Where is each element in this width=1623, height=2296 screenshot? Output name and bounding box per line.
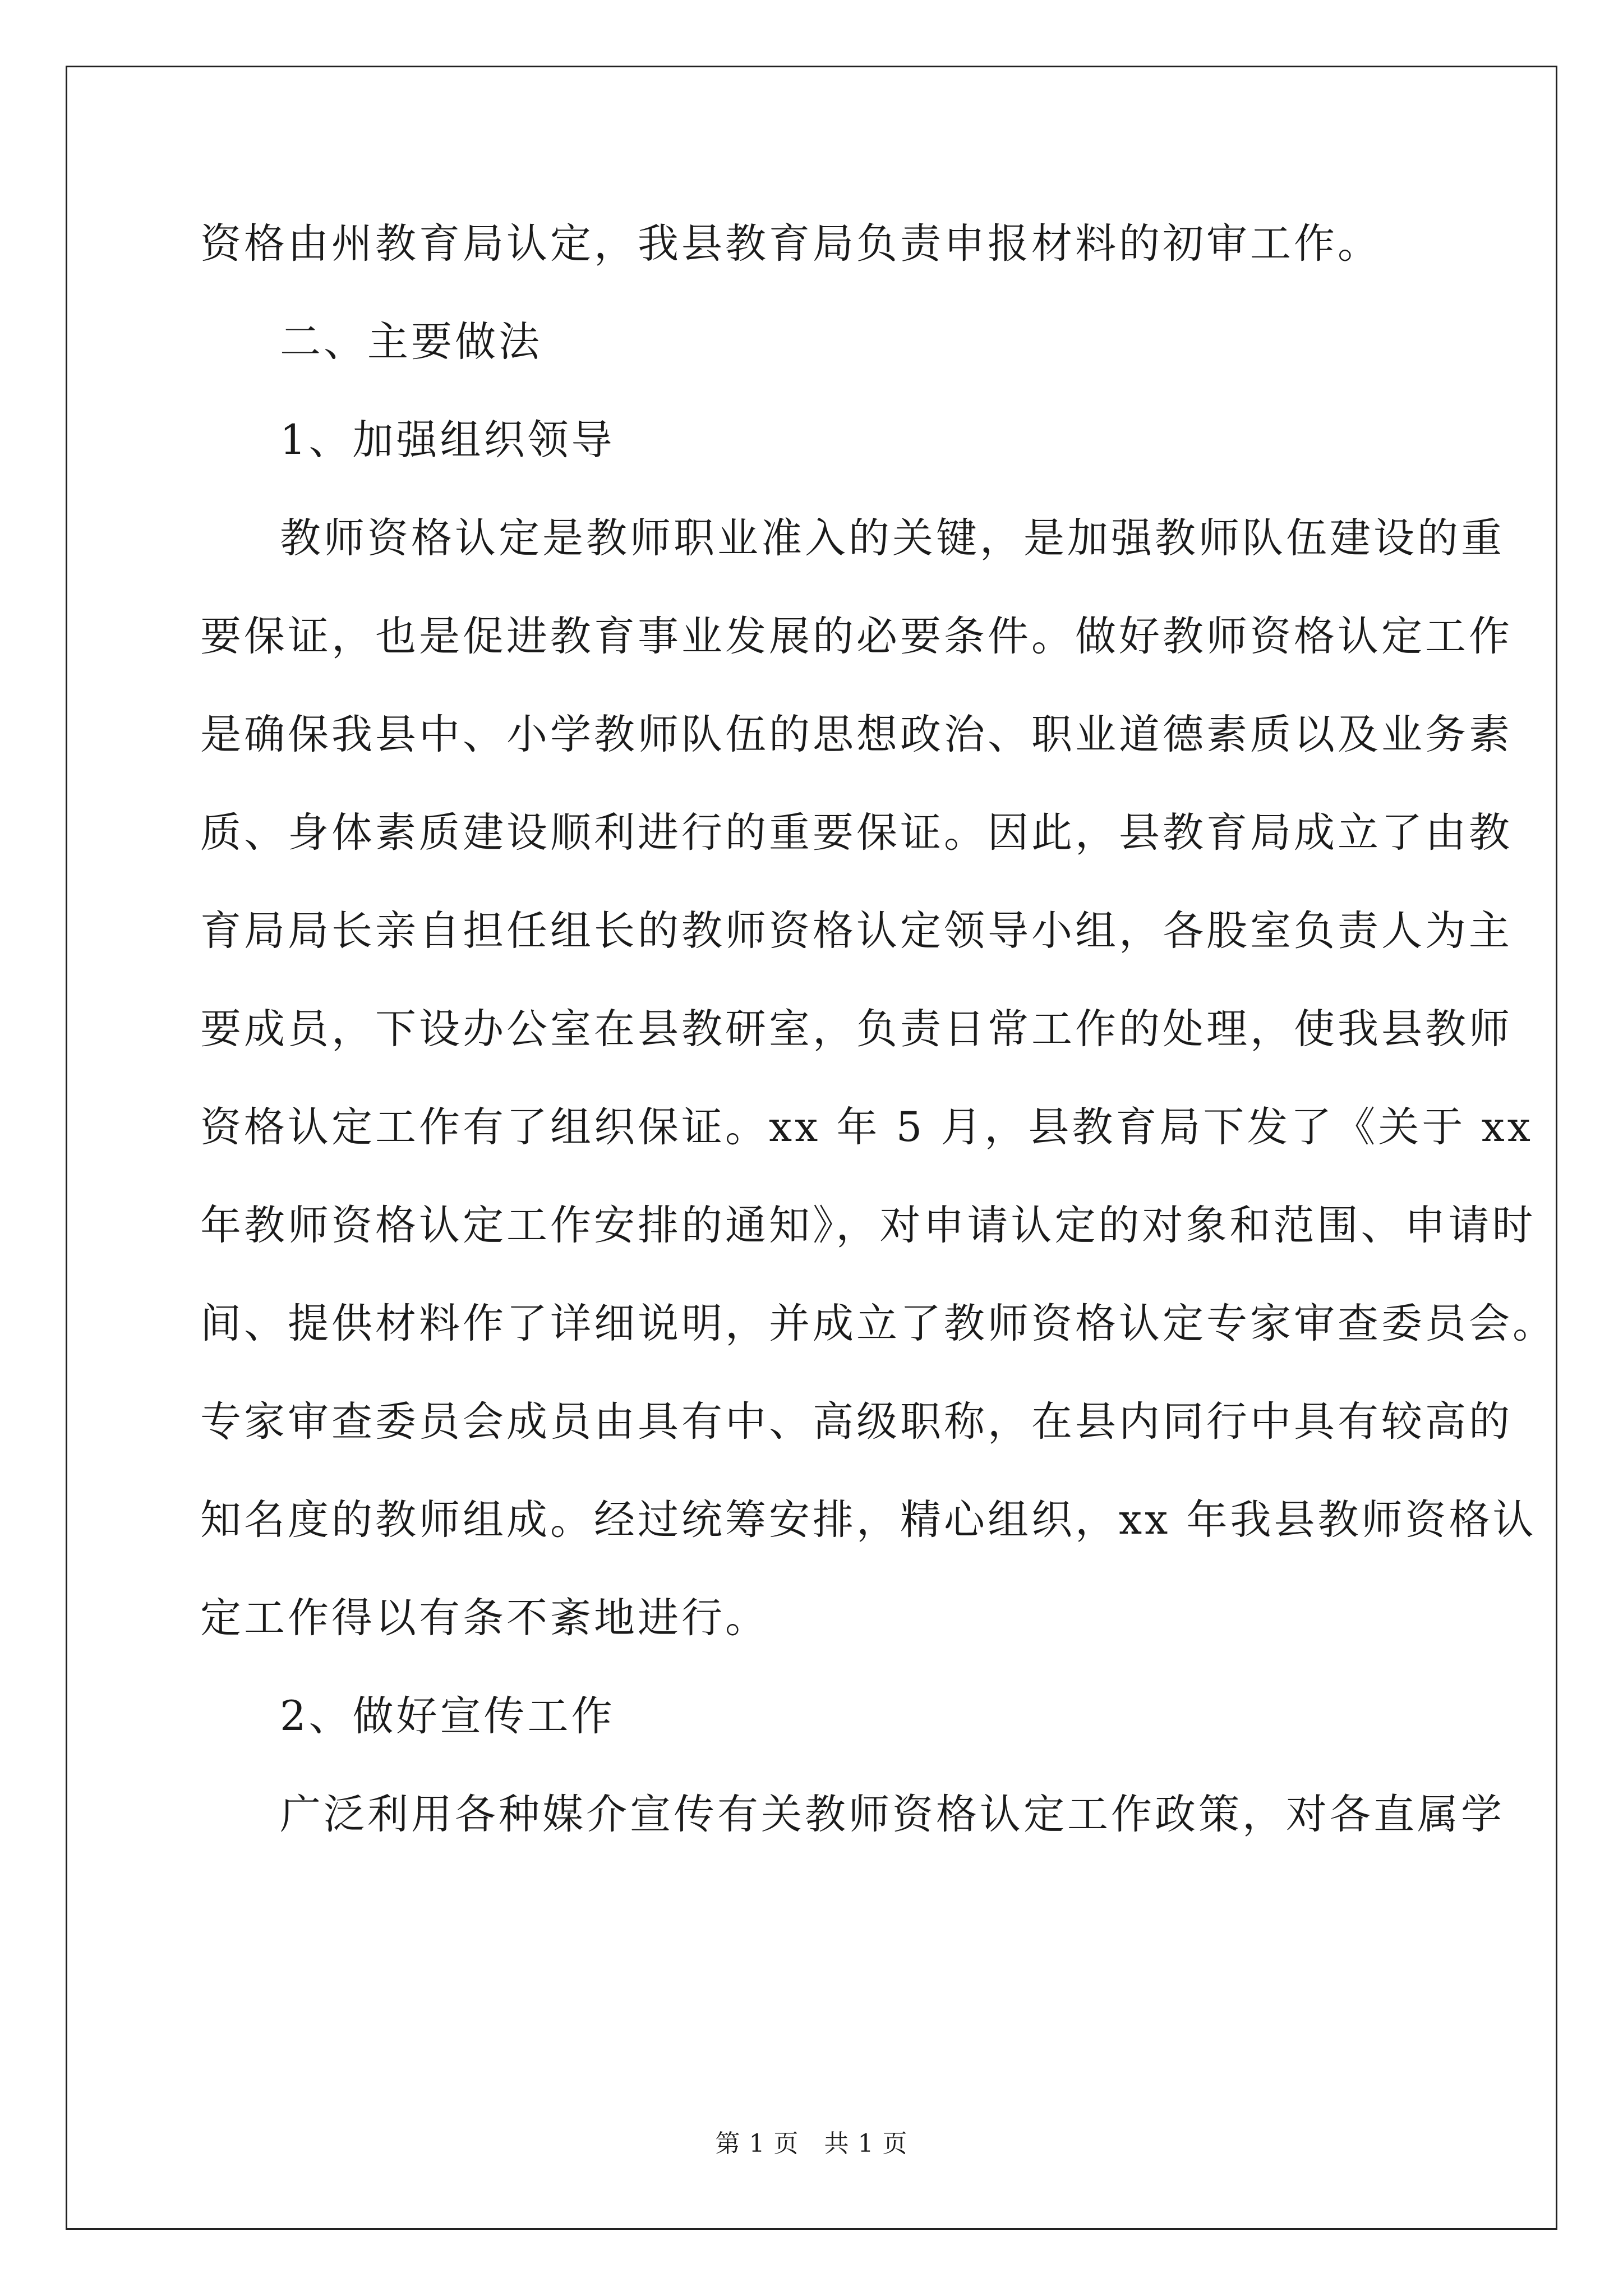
body-text-line: 要成员，下设办公室在县教研室，负责日常工作的处理，使我县教师: [200, 1005, 1513, 1053]
body-text-line: 要保证，也是促进教育事业发展的必要条件。做好教师资格认定工作: [200, 613, 1513, 660]
body-text-line: 专家审查委员会成员由具有中、高级职称，在县内同行中具有较高的: [200, 1398, 1513, 1446]
body-text-line: 间、提供材料作了详细说明，并成立了教师资格认定专家审查委员会。: [200, 1300, 1556, 1347]
body-text-line: 知名度的教师组成。经过统筹安排，精心组织，xx 年我县教师资格认: [200, 1496, 1537, 1544]
body-text-line: 是确保我县中、小学教师队伍的思想政治、职业道德素质以及业务素: [200, 711, 1513, 758]
body-text-line: 资格由州教育局认定，我县教育局负责申报材料的初审工作。: [200, 220, 1381, 268]
body-text-line: 广泛利用各种媒介宣传有关教师资格认定工作政策，对各直属学: [280, 1791, 1505, 1838]
subsection-heading: 2、做好宣传工作: [280, 1692, 615, 1740]
body-text-line: 育局局长亲自担任组长的教师资格认定领导小组，各股室负责人为主: [200, 907, 1513, 955]
body-text-line: 资格认定工作有了组织保证。xx 年 5 月，县教育局下发了《关于 xx: [200, 1103, 1533, 1151]
body-text-line: 定工作得以有条不紊地进行。: [200, 1594, 769, 1642]
page-number-footer: 第 1 页 共 1 页: [715, 2129, 908, 2158]
subsection-heading: 1、加强组织领导: [280, 416, 615, 464]
section-heading: 二、主要做法: [280, 318, 542, 366]
body-text-line: 年教师资格认定工作安排的通知》，对申请认定的对象和范围、申请时: [200, 1202, 1536, 1249]
body-text-line: 教师资格认定是教师职业准入的关键，是加强教师队伍建设的重: [280, 514, 1505, 562]
body-text-line: 质、身体素质建设顺利进行的重要保证。因此，县教育局成立了由教: [200, 809, 1513, 857]
